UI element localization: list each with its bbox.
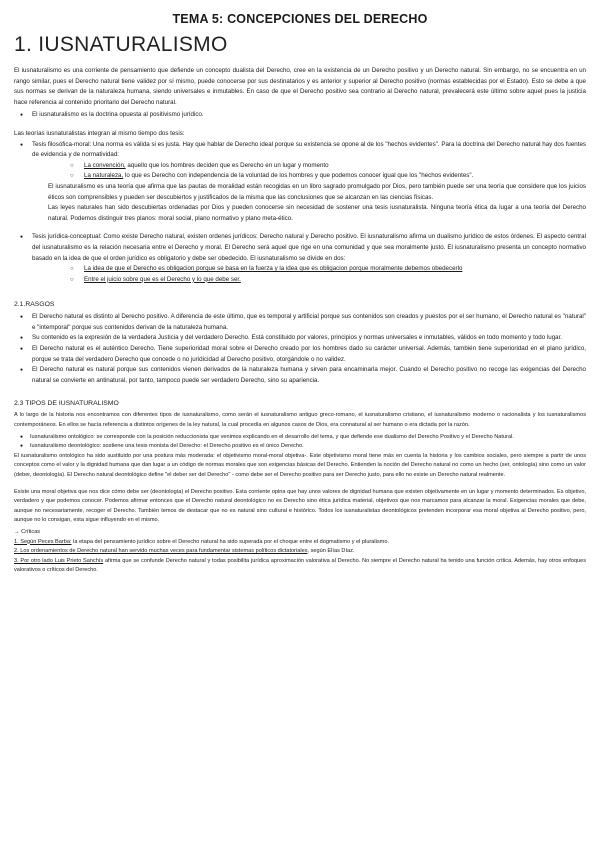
critic-highlight: 1. Según Peces Barba: [14, 538, 72, 545]
intro-bullet-list [14, 110, 586, 121]
spacer [14, 121, 586, 129]
thesis1-paragraph: Las leyes naturales han sido descubiertas ordenadas por Dios y pueden conocerse sin necesidad de sostener una tesis iusnaturalista. Ninguna teoría ética da lugar a una teoría del Derecho natural. Podemos distinguir tres planos: moral social, plano normativo y plano meta-ético. [48, 204, 586, 222]
thesis1-sub-item [14, 171, 586, 182]
thesis2-sub-item: ○ Entre el juicio sobre que es el Derecho y lo que debe ser. [14, 275, 586, 286]
thesis1-sub-text: aquello que los hombres deciden que es Derecho en un lugar y momento [125, 161, 329, 169]
critic-highlight: 3. Por otro lado Luis Prieto Sanchís [14, 557, 104, 564]
critic-text: la etapa del pensamiento jurídico sobre el Derecho natural ha sido superada por el choque entre el dogmatismo y el pluralismo. [71, 538, 390, 545]
thesis-juridical-conceptual: ● Tesis jurídica-conceptual: Como existe Derecho natural, existen ordenes jurídicos: Derecho natural y Derecho positivo. El iusnaturalismo afirma un dualismo jurídico de estos órdenes. El aspecto central del iusnaturalismo es la relación necesaria entre el Derecho y moral. El Derecho será aquel que rige en una comunidad y que sea moralmente justo. El iusnaturalismo presenta un concepto normativo basado en la idea de que el orden jurídico es obligatorio y debe ser obedecido. El iusnaturalismo se divide en dos: [14, 232, 586, 264]
thesis1-sub-term: La convención, [84, 161, 126, 169]
rasgo-item: ● Su contenido es la expresión de la verdadera Justicia y del verdadero Derecho. Está constituido por valores, principios y normas universales e inmutables, válidos en todo momento y todo lugar. [14, 333, 586, 344]
critic-item [14, 547, 586, 557]
rasgo-item: ● El Derecho natural es distinto al Derecho positivo. A diferencia de este último, que es temporal y artificial porque sus contenidos son creados y puestos por el ser humano, el Derecho natural es "natural" e "intemporal" porque sus contenidos derivan de la naturaleza humana. [14, 312, 586, 333]
rasgo-item: ● El Derecho natural es el auténtico Derecho. Tiene superioridad moral sobre el Derecho creado por los hombres dado su carácter universal. Además, también tiene superioridad en el plano jurídico, porque se trata del verdadero Derecho que concede o no juridicidad al Derecho positivo, otorgándole o no validez. [14, 344, 586, 365]
rasgos-list [14, 312, 586, 386]
theses-intro: Las teorías iusnaturalistas integran al mismo tiempo dos tesis: [14, 129, 185, 137]
document-title: TEMA 5: CONCEPCIONES DEL DERECHO [172, 12, 428, 26]
section-heading-tipos: 2.3 TIPOS DE IUSNATURALISMO [14, 400, 119, 408]
tipos-list [14, 433, 586, 452]
tipo-item: ● Iusnaturalismo deontológico: sostiene una tesis monista del Derecho: el Derecho positivo es el único Derecho. [14, 442, 586, 452]
thesis1-sub-term: La naturaleza, [84, 172, 124, 180]
spacer [14, 224, 586, 232]
critic-item [14, 557, 586, 576]
thesis1-paragraph: El iusnaturalismo es una teoría que afirma que las pautas de moralidad están recogidas en un libro sagrado promulgado por Dios, pero también puede ser una teoría que considere que los juicios éticos son comprensibles y pueden ser descubiertos y justificados de la misma que las conclusiones que se alcanzan en las ciencias físicas. [48, 182, 586, 201]
intro-bullet: ● El iusnaturalismo es la doctrina opuesta al positivismo jurídico. [14, 110, 586, 121]
rasgo-item: ● El Derecho natural es natural porque sus contenidos vienen derivados de la naturaleza humana y sirven para encaminarla mejor. Cuando el Derecho positivo no recoge las exigencias del Derecho natural se convierte en antinatural, por tanto, tampoco puede ser verdadero Derecho, sino su apariencia. [14, 365, 586, 386]
thesis2-list [14, 232, 586, 285]
section-heading-iusnaturalismo: 1. IUSNATURALISMO [14, 33, 228, 56]
tipos-paragraph: Existe una moral objetiva que nos dice cómo debe ser (deontología) el Derecho positivo. Esta corriente opina que hay unos valores de dignidad humana que existen objetivamente en un lugar y momento determinados. Es objetivo, verdadero y que podemos conocer. Podemos afirmar entonces que el Derecho natural deontológico no es Derecho sino ética jurídica material, objetivos que nos marcamos para alcanzar la moral. Exigencias morales que debe, aunque no necesariamente, recoger el Derecho. También temos de destacar que no es natural sino cultural e histórico. Todos los iusnaturalistas deontológicos pretenden incorporar esa moral objetiva al Derecho positivo, pero, aunque no lo consigan, esta sigue influyendo en el mismo. [14, 488, 586, 524]
thesis2-sub-item: ○ La idea de que el Derecho es obligacion porque se basa en la fuerza y la idea que es obligacion porque moralmente debemos obedecerlo [14, 264, 586, 275]
theses-list [14, 140, 586, 182]
section-heading-rasgos: 2.1.RASGOS [14, 301, 55, 309]
document-page [14, 10, 586, 576]
tipo-item: ● Iusnaturalismo ontológico: se corresponde con la posición reduccionista que venimos explicando en el desarrollo del tema, y que defiende ese dualismo del Derecho Positivo y el Derecho Natural. [14, 433, 586, 443]
thesis1-sub-item [14, 161, 586, 172]
critic-highlight: 2. Los ordenamientos de Derecho natural han servido muchas veces para fundamentar sistemas políticos dictatoriales [14, 548, 308, 555]
critic-text: , según Elías Díaz. [307, 548, 355, 555]
critic-text: afirma que se confunde Derecho natural y todas posibilita jurídica aproximación valorativa al Derecho. No siempre el Derecho natural ha tenido una función crítica. Además, hay otros enfoques valorativos o críticos del Derecho. [14, 557, 586, 574]
tipos-intro: A lo largo de la historia nos encontramos con diferentes tipos de iusnaturalismo, como serán el iusnaturalismo antiguo greco-romano, el iusnaturalismo cristiano, el iusnaturalismo moderno o racionalista y los iusnaturalismos contemporáneos. En ellos se hacía referencia a distintos orígenes de la ley natural, la cual procedía en algunos casos de Dios, era connatural al ser humano o era dictada por la razón. [14, 412, 586, 429]
critic-item [14, 538, 586, 548]
thesis-philosophical-moral: ● Tesis filosófica-moral: Una norma es válida si es justa. Hay que hablar de Derecho ideal porque su existencia se opone al de los "hechos evidentes". Para la doctrina del Derecho natural hay dos fuentes de evidencia y de normatividad: [14, 140, 586, 161]
tipos-paragraph: El iusnaturalismo ontológico ha sido sustituido por una postura más moderada: el objetivismo moral-moral objetiva-. Este objetivismo moral tiene más en cuenta la historia y los cambios sociales, pero siempre a partir de unos conceptos como el valor y la dignidad humana que dan lugar a un código de normas morales que son exigencias básicas del Derecho. Entienden la noción del Derecho natural no como un hecho (ser, ontología) sino como un valor (deber, deontología). El Derecho natural deontológico define "el deber ser del Derecho" - como debe ser el Derecho positivo para ser Derecho justo, para ello no existe un Derecho natural realmente. [14, 452, 586, 478]
thesis1-sub-text: lo que es Derecho con independencia de la voluntad de los hombres y que podemos conocer igual que los "hechos evidentes". [123, 172, 474, 180]
intro-paragraph: El iusnaturalismo es una corriente de pensamiento que defiende un concepto dualista del Derecho, cree en la existencia de un Derecho positivo y un Derecho natural. Sin embargo, no se encuentra en un rango similar, pues el Derecho natural tiene validez por sí mismo, puede conocerse por sus destinatarios y es anterior y superior al Derecho positivo (normas establecidas por el Estado). Esto se debe a que sus normas se derivan de la naturaleza humana, siendo universales e inmutables. En caso de que el Derecho positivo sea contrario al Derecho natural, prevalecerá este último sobre aquel pues la justicia hace referencia al contenido prioritario del Derecho natural. [14, 67, 586, 106]
critics-label: → Críticas [14, 528, 41, 535]
tipos-section [14, 411, 586, 576]
